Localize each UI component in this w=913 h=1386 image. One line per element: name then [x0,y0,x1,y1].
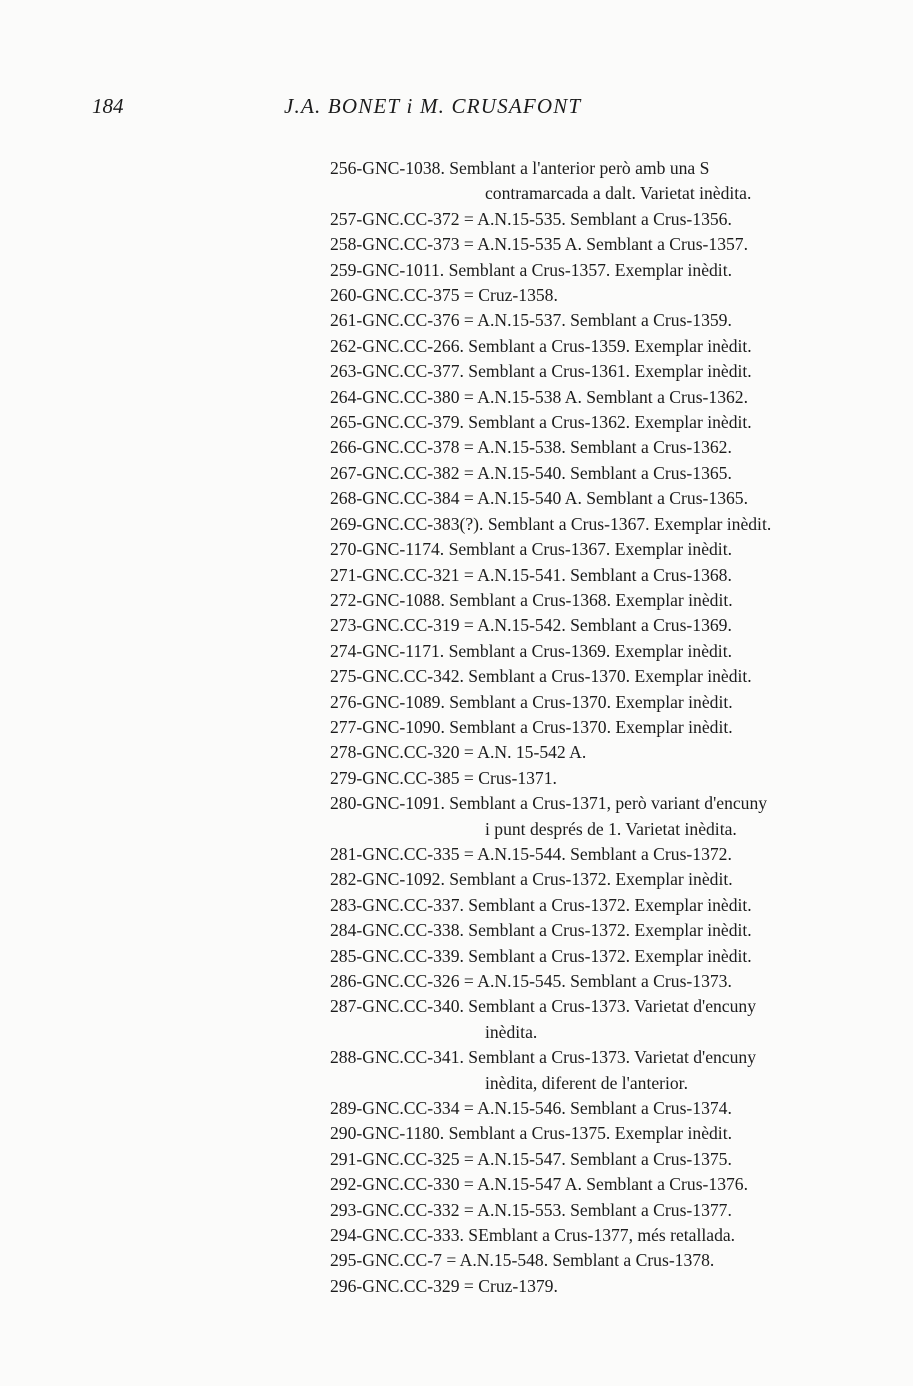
catalog-entry-text: 273-GNC.CC-319 = A.N.15-542. Semblant a Crus-1369. [330,615,732,636]
catalog-entry [330,893,828,918]
catalog-entry-text: 286-GNC.CC-326 = A.N.15-545. Semblant a Crus-1373. [330,971,732,991]
catalog-entry [330,740,828,765]
page-number: 184 [92,94,124,118]
catalog-entry [330,512,828,537]
catalog-entry [330,308,828,333]
catalog-entry-text: 261-GNC.CC-376 = A.N.15-537. Semblant a Crus-1359. [330,310,732,331]
catalog-entry-text: 295-GNC.CC-7 = A.N.15-548. Semblant a Crus-1378. [330,1250,715,1271]
catalog-entry-continuation: i punt després de 1. Varietat inèdita. [485,818,737,839]
catalog-entry [330,944,828,969]
catalog-entry [330,461,828,486]
catalog-entry-text: 287-GNC.CC-340. Semblant a Crus-1373. Varietat d'encuny [330,996,757,1017]
catalog-entry-text: 272-GNC-1088. Semblant a Crus-1368. Exemplar inèdit. [330,589,733,610]
catalog-entry-text: 288-GNC.CC-341. Semblant a Crus-1373. Varietat d'encuny [330,1047,757,1068]
catalog-entry [330,207,828,232]
catalog-entry [330,664,828,689]
catalog-entry-text: 289-GNC.CC-334 = A.N.15-546. Semblant a Crus-1374. [330,1098,732,1119]
catalog-entry [330,435,828,460]
catalog-entry-text: 268-GNC.CC-384 = A.N.15-540 A. Semblant a Crus-1365. [330,488,748,509]
catalog-entry [330,1096,828,1121]
catalog-entry-text: 262-GNC.CC-266. Semblant a Crus-1359. Exemplar inèdit. [330,335,752,356]
catalog-entry-continuation: inèdita, diferent de l'anterior. [485,1072,688,1093]
catalog-entry [330,258,828,283]
catalog-entry [330,1147,828,1172]
catalog-entry-text: 266-GNC.CC-378 = A.N.15-538. Semblant a Crus-1362. [330,437,732,458]
catalog-entry [330,842,828,867]
catalog-entry-continuation: inèdita. [485,1021,538,1042]
catalog-entry [330,486,828,511]
catalog-entry [330,1274,828,1299]
catalog-entry [330,1121,828,1146]
catalog-entry-text: 291-GNC.CC-325 = A.N.15-547. Semblant a Crus-1375. [330,1148,732,1169]
catalog-entry-text: 293-GNC.CC-332 = A.N.15-553. Semblant a Crus-1377. [330,1199,732,1220]
catalog-entry [330,232,828,257]
catalog-entry-text: 257-GNC.CC-372 = A.N.15-535. Semblant a Crus-1356. [330,208,732,229]
catalog-entry-text: 263-GNC.CC-377. Semblant a Crus-1361. Exemplar inèdit. [330,361,752,382]
catalog-entry [330,563,828,588]
catalog-entry-text: 256-GNC-1038. Semblant a l'anterior però amb una S [330,158,710,178]
catalog-entry [330,1223,828,1248]
catalog-entry-text: 264-GNC.CC-380 = A.N.15-538 A. Semblant a Crus-1362. [330,386,748,407]
catalog-entry [330,969,828,994]
catalog-entry [330,1248,828,1273]
catalog-entry-text: 269-GNC.CC-383(?). Semblant a Crus-1367. Exemplar inèdit. [330,513,772,534]
catalog-entry-text: 281-GNC.CC-335 = A.N.15-544. Semblant a Crus-1372. [330,843,732,864]
catalog-entry [330,1045,828,1096]
catalog-entry [330,867,828,892]
catalog-entry [330,588,828,613]
catalog-entry-text: 258-GNC.CC-373 = A.N.15-535 A. Semblant a Crus-1357. [330,234,748,255]
catalog-entry-text: 296-GNC.CC-329 = Cruz-1379. [330,1275,558,1296]
running-head: J.A. BONET i M. CRUSAFONT [284,94,582,118]
catalog-entry [330,156,828,207]
catalog-entry-text: 292-GNC.CC-330 = A.N.15-547 A. Semblant a Crus-1376. [330,1174,748,1195]
catalog-entry-text: 285-GNC.CC-339. Semblant a Crus-1372. Exemplar inèdit. [330,945,752,966]
catalog-entry-text: 275-GNC.CC-342. Semblant a Crus-1370. Exemplar inèdit. [330,666,752,687]
catalog-entry [330,918,828,943]
catalog-entry [330,537,828,562]
catalog-entry [330,385,828,410]
catalog-entry [330,1172,828,1197]
catalog-entry-text: 277-GNC-1090. Semblant a Crus-1370. Exemplar inèdit. [330,716,733,737]
catalog-entry [330,766,828,791]
catalog-entry [330,410,828,435]
catalog-entry [330,1198,828,1223]
catalog-entry-text: 283-GNC.CC-337. Semblant a Crus-1372. Exemplar inèdit. [330,894,752,915]
catalog-entry [330,334,828,359]
catalog-entry-text: 274-GNC-1171. Semblant a Crus-1369. Exemplar inèdit. [330,640,732,661]
catalog-entry-text: 278-GNC.CC-320 = A.N. 15-542 A. [330,742,587,763]
catalog-entry-text: 260-GNC.CC-375 = Cruz-1358. [330,285,558,306]
catalog-list [330,156,828,1299]
catalog-entry-text: 265-GNC.CC-379. Semblant a Crus-1362. Exemplar inèdit. [330,412,752,433]
catalog-entry-text: 270-GNC-1174. Semblant a Crus-1367. Exemplar inèdit. [330,539,732,560]
catalog-entry-text: 294-GNC.CC-333. SEmblant a Crus-1377, més retallada. [330,1225,736,1246]
catalog-entry [330,639,828,664]
catalog-entry [330,613,828,638]
catalog-entry [330,359,828,384]
catalog-entry-text: 279-GNC.CC-385 = Crus-1371. [330,767,557,788]
catalog-entry [330,791,828,842]
catalog-entry-text: 259-GNC-1011. Semblant a Crus-1357. Exemplar inèdit. [330,259,732,280]
catalog-entry-text: 282-GNC-1092. Semblant a Crus-1372. Exemplar inèdit. [330,869,733,890]
catalog-entry [330,715,828,740]
catalog-entry-text: 267-GNC.CC-382 = A.N.15-540. Semblant a Crus-1365. [330,462,732,483]
catalog-entry [330,690,828,715]
catalog-entry-text: 271-GNC.CC-321 = A.N.15-541. Semblant a Crus-1368. [330,564,732,585]
catalog-entry [330,994,828,1045]
catalog-entry-text: 276-GNC-1089. Semblant a Crus-1370. Exemplar inèdit. [330,691,733,712]
catalog-entry-text: 284-GNC.CC-338. Semblant a Crus-1372. Exemplar inèdit. [330,920,752,941]
catalog-entry-text: 290-GNC-1180. Semblant a Crus-1375. Exemplar inèdit. [330,1123,732,1144]
catalog-entry [330,283,828,308]
catalog-entry-text: 280-GNC-1091. Semblant a Crus-1371, però variant d'encuny [330,793,768,814]
catalog-entry-continuation: contramarcada a dalt. Varietat inèdita. [485,183,752,204]
